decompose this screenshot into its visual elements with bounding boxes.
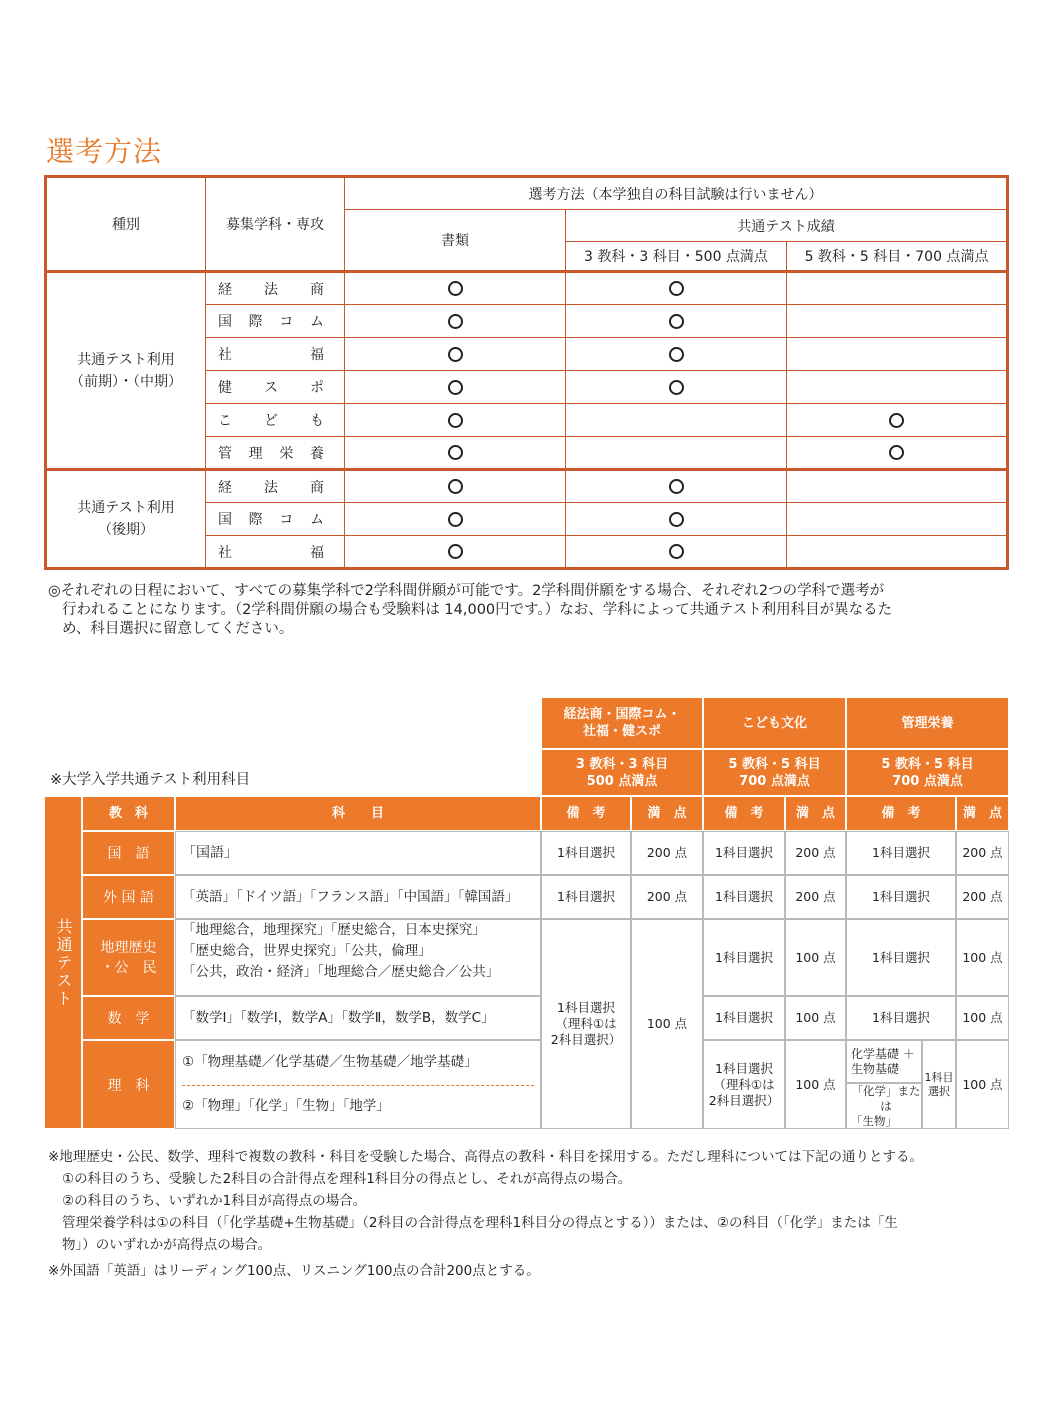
selection-row (46, 470, 1008, 503)
dept-char: 健 (218, 380, 232, 396)
dept-char: 商 (310, 281, 324, 298)
dept-char: 栄 (279, 445, 294, 462)
col-header-kamoku: 科 目 (175, 796, 541, 831)
kind-cell (46, 470, 206, 569)
documents-mark (345, 404, 566, 437)
subject-chireki (175, 919, 541, 996)
note-line: 1科目選択 (557, 1000, 615, 1015)
c-gaikokugo-points: 200 点 (956, 875, 1009, 919)
dept-cell (206, 371, 345, 404)
b-kokugo-note: 1科目選択 (703, 831, 785, 875)
col-header-a-biko: 備 考 (541, 796, 631, 831)
dept-name (218, 443, 338, 463)
test-a-mark (566, 404, 787, 437)
test-b-mark (787, 338, 1008, 371)
dept-cell (206, 404, 345, 437)
rika-divider (182, 1085, 534, 1086)
header-test-group: 共通テスト成績 (566, 210, 1008, 242)
b-chireki-note: 1科目選択 (703, 919, 785, 996)
kind-label: （前期）・（中期） (70, 373, 182, 390)
documents-mark (345, 272, 566, 305)
dept-char: 社 (218, 544, 232, 561)
c-gaikokugo-note: 1科目選択 (846, 875, 956, 919)
subject-table-subtitle: ※大学入学共通テスト利用科目 (50, 772, 251, 788)
dept-char: 際 (248, 314, 263, 330)
c-kokugo-points: 200 点 (956, 831, 1009, 875)
test-b-mark (787, 272, 1008, 305)
circle-mark-icon (448, 347, 463, 362)
header-dept: 募集学科・専攻 (206, 177, 345, 272)
test-b-mark (787, 536, 1008, 569)
c-kokugo-note: 1科目選択 (846, 831, 956, 875)
dept-name (218, 477, 338, 497)
documents-mark (345, 536, 566, 569)
group-b-header: こども文化 (703, 697, 846, 749)
note-parallel-application (48, 582, 1013, 639)
common-test-subject-table (44, 697, 1009, 1129)
note1-line: め、科目選択に留意してください。 (62, 621, 294, 637)
test-a-mark (566, 338, 787, 371)
dept-char: 経 (218, 479, 232, 496)
documents-mark (345, 470, 566, 503)
circle-mark-icon (889, 413, 904, 428)
dept-char: 国 (218, 512, 232, 528)
kyoka-kokugo: 国 語 (82, 831, 175, 875)
test-a-mark (566, 536, 787, 569)
note-line: 1科目 (924, 1070, 954, 1084)
group-c-header: 管理栄養 (846, 697, 1009, 749)
circle-mark-icon (669, 347, 684, 362)
dept-cell (206, 305, 345, 338)
dept-char: ど (264, 413, 278, 429)
documents-mark (345, 338, 566, 371)
b-sugaku-points: 100 点 (785, 996, 846, 1040)
dept-char: 経 (218, 281, 232, 298)
test-b-mark (787, 437, 1008, 470)
circle-mark-icon (669, 314, 684, 329)
group-b-requirement (703, 749, 846, 796)
dept-char: こ (218, 413, 232, 429)
group-a-requirement (541, 749, 703, 796)
a-merged-points: 100 点 (631, 919, 703, 1129)
circle-mark-icon (448, 512, 463, 527)
documents-mark (345, 371, 566, 404)
b-rika-note (703, 1040, 785, 1129)
note1-line: 行われることになります。（2学科間併願の場合も受験料は 14,000円です。）なお、学科によって共通テスト利用科目が異なるた (62, 602, 893, 618)
dept-name (218, 279, 338, 299)
circle-mark-icon (448, 544, 463, 559)
dept-cell (206, 503, 345, 536)
selection-method-body (46, 272, 1008, 569)
col-header-b-biko: 備 考 (703, 796, 785, 831)
page-title: 選考方法 (46, 135, 163, 168)
note2-line: ※地理歴史・公民、数学、理科で複数の教科・科目を受験した場合、高得点の教科・科目を採用する。ただし理科については下記の通りとする。 (48, 1149, 924, 1165)
kyoka-rika: 理 科 (82, 1040, 175, 1129)
circle-mark-icon (448, 380, 463, 395)
note-line: 生物基礎 (851, 1061, 900, 1076)
col-header-c-manten: 満 点 (956, 796, 1009, 831)
kyoka-gaikokugo: 外 国 語 (82, 875, 175, 919)
kind-label: 共通テスト利用 (77, 500, 175, 516)
requirement-text: 500 点満点 (586, 773, 658, 789)
dept-name (218, 509, 338, 529)
test-a-mark (566, 305, 787, 338)
c-sugaku-points: 100 点 (956, 996, 1009, 1040)
selection-method-table (44, 175, 1009, 570)
circle-mark-icon (669, 544, 684, 559)
circle-mark-icon (669, 479, 684, 494)
subject-line: 「公共，政治・経済」「地理総合／歴史総合／公共」 (182, 964, 500, 980)
dept-char: ム (309, 512, 324, 528)
test-a-mark (566, 371, 787, 404)
circle-mark-icon (448, 314, 463, 329)
dept-char: 商 (310, 479, 324, 496)
a-merged-note (541, 919, 631, 1129)
subject-gaikokugo: 「英語」「ドイツ語」「フランス語」「中国語」「韓国語」 (175, 875, 541, 919)
test-b-mark (787, 305, 1008, 338)
note-line: 「化学」または (851, 1083, 921, 1113)
dept-cell (206, 272, 345, 305)
dept-name (218, 311, 338, 331)
note-line: （理科①は (555, 1016, 617, 1031)
c-rika-select (922, 1040, 956, 1129)
b-chireki-points: 100 点 (785, 919, 846, 996)
note-line: 2科目選択） (550, 1032, 622, 1047)
test-a-mark (566, 272, 787, 305)
dept-char: ス (264, 380, 278, 396)
requirement-text: 700 点満点 (739, 773, 810, 789)
note-line: 「生物」 (851, 1113, 897, 1128)
kyoka-chireki (82, 919, 175, 996)
test-b-mark (787, 371, 1008, 404)
dept-char: 理 (248, 445, 263, 462)
a-kokugo-points: 200 点 (631, 831, 703, 875)
dept-char: も (310, 413, 324, 429)
kind-label: （後期） (98, 522, 154, 538)
dept-char: ポ (310, 380, 324, 396)
dept-name (218, 377, 338, 397)
test-b-mark (787, 470, 1008, 503)
b-gaikokugo-points: 200 点 (785, 875, 846, 919)
documents-mark (345, 503, 566, 536)
c-rika-points: 100 点 (956, 1040, 1009, 1129)
kyoka-sugaku: 数 学 (82, 996, 175, 1040)
group-a-label: 社福・健スポ (582, 724, 661, 739)
col-header-a-manten: 満 点 (631, 796, 703, 831)
dept-cell (206, 338, 345, 371)
subject-line: ①「物理基礎／化学基礎／生物基礎／地学基礎」 (182, 1054, 478, 1071)
c-chireki-points: 100 点 (956, 919, 1009, 996)
dept-char: コ (279, 512, 294, 528)
requirement-text: 700 点満点 (892, 773, 963, 789)
header-method-group: 選考方法（本学独自の科目試験は行いません） (345, 177, 1008, 210)
a-kokugo-note: 1科目選択 (541, 831, 631, 875)
dept-char: 法 (264, 281, 278, 298)
header-test-a: 3 教科・3 科目・500 点満点 (566, 242, 787, 272)
circle-mark-icon (669, 512, 684, 527)
note-line: 1科目選択 (715, 1060, 773, 1076)
dept-char: 法 (264, 479, 278, 496)
notes-subject-selection (48, 1146, 1018, 1282)
subject-kokugo: 「国語」 (175, 831, 541, 875)
subject-line: ②「物理」「化学」「生物」「地学」 (182, 1097, 390, 1114)
requirement-text: 3 教科・3 科目 (575, 756, 669, 772)
dept-char: 国 (218, 314, 232, 330)
col-header-c-biko: 備 考 (846, 796, 956, 831)
header-kind: 種別 (46, 177, 206, 272)
dept-char: 福 (310, 347, 324, 363)
note2-line: 管理栄養学科は①の科目（「化学基礎+生物基礎」（2科目の合計得点を理科1科目分の得点とする））または、②の科目（「化学」または「生 (62, 1215, 898, 1231)
col-header-kyoka: 教 科 (82, 796, 175, 831)
subject-sugaku: 「数学Ⅰ」「数学Ⅰ，数学A」「数学Ⅱ，数学B，数学C」 (175, 996, 541, 1040)
test-a-mark (566, 470, 787, 503)
circle-mark-icon (448, 413, 463, 428)
dept-cell (206, 437, 345, 470)
b-kokugo-points: 200 点 (785, 831, 846, 875)
note1-line: ◎それぞれの日程において、すべての募集学科で2学科間併願が可能です。2学科間併願をする場合、それぞれ2つの学科で選考が (48, 583, 885, 599)
c-rika-lower (846, 1083, 922, 1129)
note2-line: ①の科目のうち、受験した2科目の合計得点を理科1科目分の得点とし、それが高得点の場合。 (62, 1171, 632, 1187)
dept-char: ム (309, 314, 324, 330)
circle-mark-icon (448, 281, 463, 296)
note-line: 2科目選択） (708, 1092, 780, 1108)
test-b-mark (787, 404, 1008, 437)
dept-cell (206, 470, 345, 503)
kyoka-label: 地理歴史 (100, 939, 157, 956)
kind-label: 共通テスト利用 (77, 351, 175, 368)
group-a-header (541, 697, 703, 749)
b-sugaku-note: 1科目選択 (703, 996, 785, 1040)
a-gaikokugo-note: 1科目選択 (541, 875, 631, 919)
group-c-requirement (846, 749, 1009, 796)
c-chireki-note: 1科目選択 (846, 919, 956, 996)
note-line: 化学基礎 ＋ (851, 1046, 915, 1061)
dept-name (218, 410, 338, 430)
dept-name (218, 344, 338, 364)
test-b-mark (787, 503, 1008, 536)
b-gaikokugo-note: 1科目選択 (703, 875, 785, 919)
note-line: 選択 (928, 1084, 950, 1098)
selection-row (46, 272, 1008, 305)
header-test-b: 5 教科・5 科目・700 点満点 (787, 242, 1008, 272)
c-sugaku-note: 1科目選択 (846, 996, 956, 1040)
circle-mark-icon (669, 281, 684, 296)
note2-line: ②の科目のうち、いずれか1科目が高得点の場合。 (62, 1193, 367, 1209)
dept-char: 社 (218, 347, 232, 363)
dept-name (218, 542, 338, 562)
test-a-mark (566, 437, 787, 470)
subject-line: 「歴史総合，世界史探究」「公共，倫理」 (182, 943, 432, 959)
group-a-label: 経法商・国際コム・ (563, 707, 681, 722)
a-gaikokugo-points: 200 点 (631, 875, 703, 919)
documents-mark (345, 437, 566, 470)
requirement-text: 5 教科・5 科目 (728, 756, 821, 772)
test-a-mark (566, 503, 787, 536)
requirement-text: 5 教科・5 科目 (881, 756, 974, 772)
subject-line: 「地理総合，地理探究」「歴史総合，日本史探究」 (182, 922, 486, 938)
documents-mark (345, 305, 566, 338)
circle-mark-icon (448, 445, 463, 460)
header-documents: 書類 (345, 210, 566, 272)
note2-line: ※外国語「英語」はリーディング100点、リスニング100点の合計200点とする。 (48, 1263, 540, 1279)
dept-cell (206, 536, 345, 569)
side-label-common-test: 共通テスト (44, 796, 82, 1129)
kind-cell (46, 272, 206, 470)
b-rika-points: 100 点 (785, 1040, 846, 1129)
kyoka-label: ・公 民 (100, 959, 157, 976)
dept-char: 福 (310, 544, 324, 561)
circle-mark-icon (448, 479, 463, 494)
dept-char: 管 (218, 445, 232, 462)
dept-char: 養 (309, 445, 324, 462)
dept-char: 際 (248, 512, 263, 528)
col-header-b-manten: 満 点 (785, 796, 846, 831)
note-line: （理科①は (713, 1076, 775, 1092)
dept-char: コ (279, 314, 294, 330)
c-rika-upper (846, 1040, 922, 1083)
circle-mark-icon (669, 380, 684, 395)
circle-mark-icon (889, 445, 904, 460)
note2-line: 物」）のいずれかが高得点の場合。 (62, 1237, 272, 1253)
